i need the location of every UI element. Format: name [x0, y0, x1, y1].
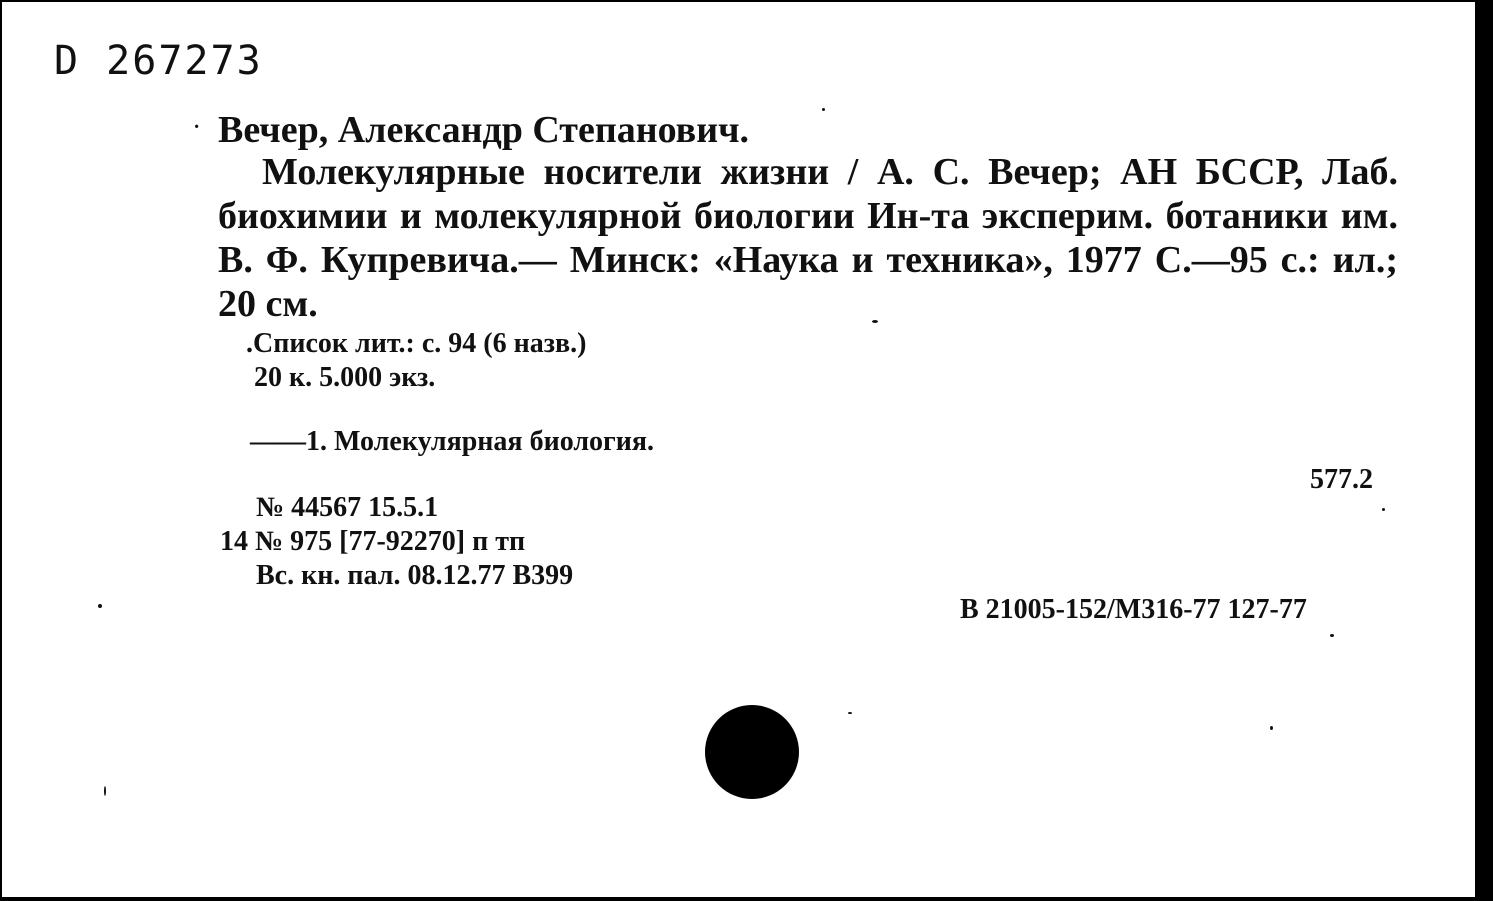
price-copies: 20 к. 5.000 экз. — [254, 362, 436, 393]
speck-mark — [104, 786, 106, 796]
subject-heading: ——1. Молекулярная биология. — [250, 426, 655, 457]
catalog-card — [2, 2, 1475, 897]
accession-number: № 44567 15.5.1 — [256, 492, 439, 523]
accession-details: 14 № 975 [77-92270] п тп — [220, 526, 526, 557]
punch-hole — [705, 705, 799, 799]
speck-mark — [1270, 726, 1273, 730]
bibliographic-entry — [218, 110, 1398, 326]
speck-mark — [1382, 508, 1385, 511]
author-heading: Вечер, Александр Степанович. — [218, 109, 750, 151]
speck-mark — [1330, 634, 1334, 637]
call-number: D 267273 — [54, 38, 263, 84]
speck-mark — [822, 108, 825, 111]
bbk-code: В 21005-152/М316-77 127-77 — [960, 594, 1307, 625]
registration-stamp: Вс. кн. пал. 08.12.77 В399 — [256, 560, 574, 591]
speck-mark — [848, 712, 852, 714]
bibliographic-description: Молекулярные носители жизни / А. С. Вечер; АН БССР, Лаб. биохимии и молекулярной биологии Ин-та эксперим. ботаники им. В. Ф. Купревича.— Минск: «Наука и техника», 1977 С.—95 с.: ил.; 20 см. — [218, 151, 1398, 325]
speck-mark — [98, 604, 102, 608]
bullet-mark: · — [192, 112, 202, 143]
speck-mark — [872, 320, 878, 323]
classification-code: 577.2 — [1310, 464, 1373, 495]
bibliography-note: .Список лит.: с. 94 (6 назв.) — [246, 328, 587, 359]
